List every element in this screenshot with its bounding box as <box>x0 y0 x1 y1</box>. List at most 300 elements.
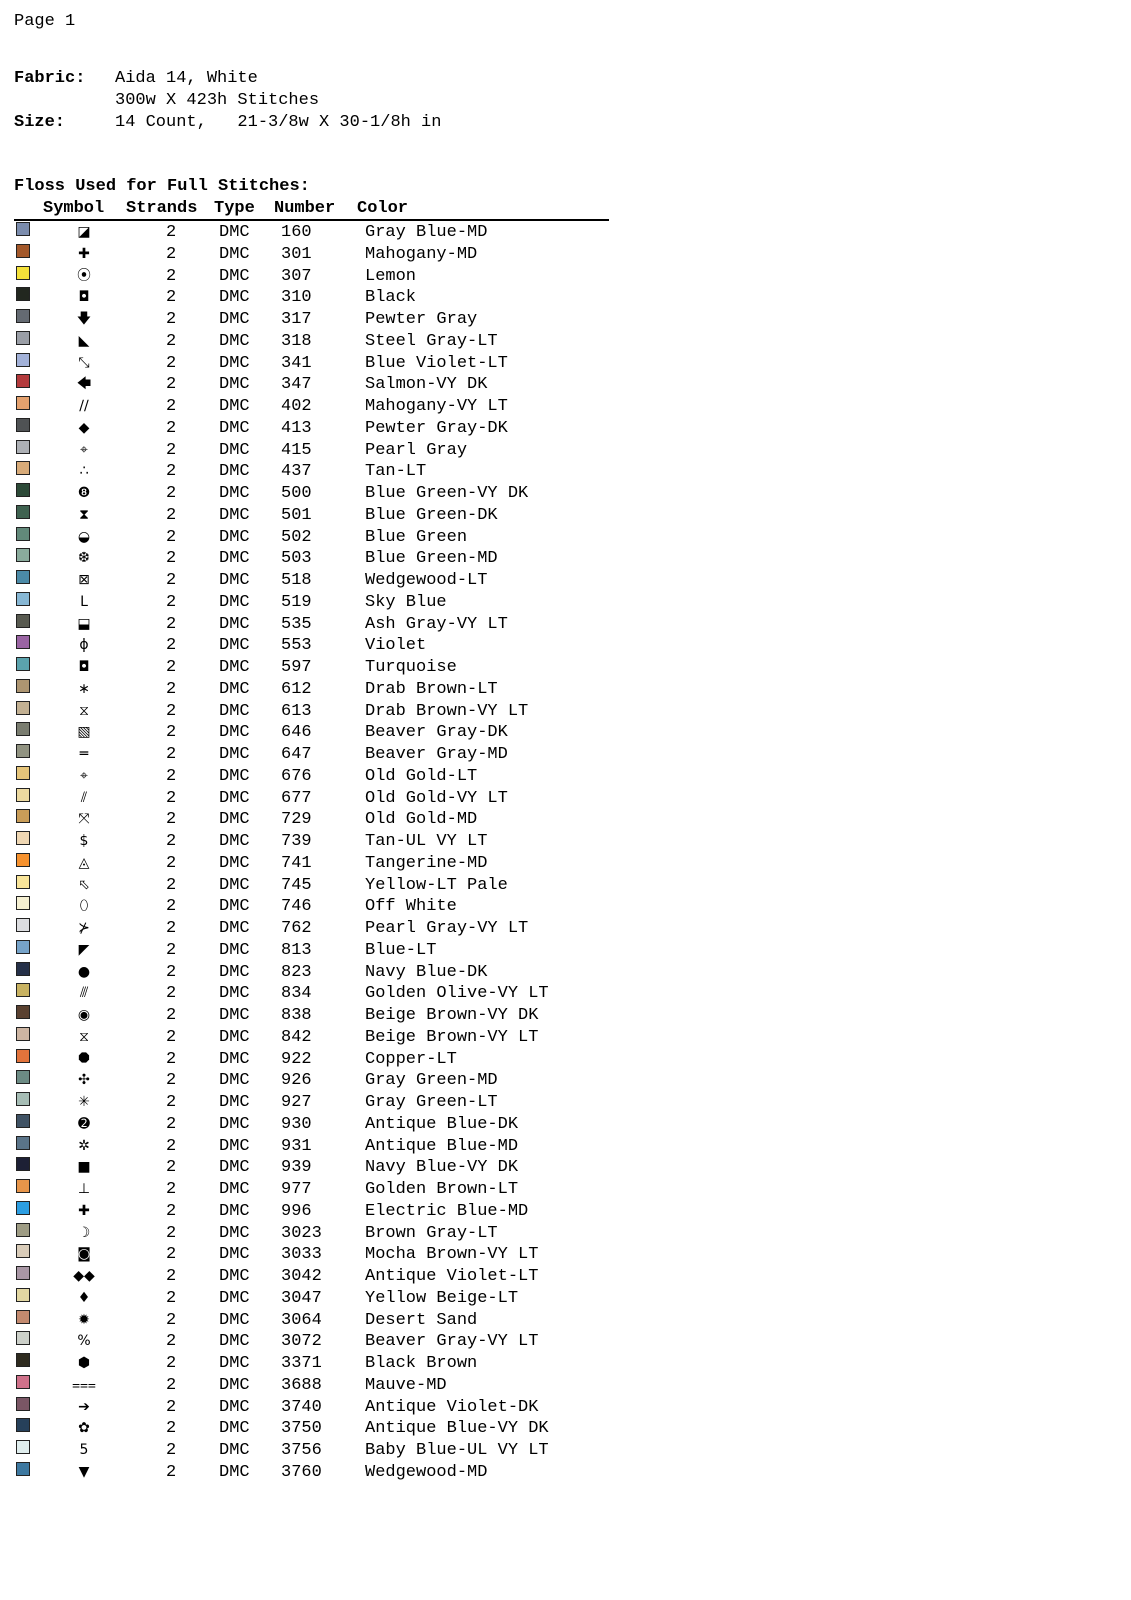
strands-cell: 2 <box>166 223 177 242</box>
strands-cell: 2 <box>166 723 177 743</box>
strands-cell: 2 <box>166 766 177 786</box>
color-name-cell: Electric Blue-MD <box>365 1201 529 1221</box>
symbol-cell: 🡇 <box>76 311 92 327</box>
color-swatch <box>16 1440 30 1454</box>
color-swatch <box>16 353 30 367</box>
number-cell: 3072 <box>281 1332 322 1352</box>
type-cell: DMC <box>219 353 250 373</box>
symbol-cell: $ <box>79 833 89 849</box>
color-name-cell: Antique Blue-VY DK <box>365 1419 549 1439</box>
type-cell: DMC <box>219 244 250 264</box>
color-swatch <box>16 1397 30 1411</box>
symbol-cell: ▧ <box>77 724 91 741</box>
type-cell: DMC <box>219 440 250 460</box>
symbol-cell: ◘ <box>78 289 90 306</box>
number-cell: 647 <box>281 745 312 764</box>
color-swatch <box>16 679 30 693</box>
strands-cell: 2 <box>166 1093 177 1112</box>
type-cell: DMC <box>219 614 250 634</box>
color-name-cell: Black <box>365 288 417 308</box>
symbol-cell: ⬢ <box>77 1355 91 1371</box>
strands-cell: 2 <box>166 571 177 590</box>
type-cell: DMC <box>219 484 250 503</box>
symbol-cell: ✚ <box>78 1202 90 1219</box>
color-swatch <box>16 766 30 780</box>
number-cell: 307 <box>281 266 312 286</box>
symbol-cell: 5 <box>79 1442 89 1458</box>
symbol-cell: ➔ <box>78 1398 90 1415</box>
color-name-cell: Gray Green-MD <box>365 1071 498 1091</box>
number-cell: 3688 <box>281 1375 322 1395</box>
page-label: Page 1 <box>14 12 76 31</box>
strands-cell: 2 <box>166 788 177 808</box>
table-row <box>14 331 609 353</box>
strands-cell: 2 <box>166 1027 177 1047</box>
strands-cell: 2 <box>166 875 177 895</box>
strands-cell: 2 <box>166 592 177 612</box>
color-name-cell: Old Gold-VY LT <box>365 788 508 808</box>
table-row <box>14 1310 609 1332</box>
number-cell: 519 <box>281 592 312 612</box>
number-cell: 739 <box>281 832 312 851</box>
type-cell: DMC <box>219 310 250 329</box>
color-swatch <box>16 875 30 889</box>
strands-cell: 2 <box>166 266 177 286</box>
type-cell: DMC <box>219 984 250 1004</box>
strands-cell: 2 <box>166 1180 177 1199</box>
table-row <box>14 896 609 918</box>
type-cell: DMC <box>219 1223 250 1243</box>
symbol-cell: ⫻ <box>79 985 89 1002</box>
color-swatch <box>16 1353 30 1367</box>
section-title: Floss Used for Full Stitches: <box>14 177 310 196</box>
table-row <box>14 570 609 592</box>
number-cell: 501 <box>281 505 312 525</box>
type-cell: DMC <box>219 723 250 743</box>
color-name-cell: Golden Olive-VY LT <box>365 984 549 1004</box>
table-row <box>14 483 609 505</box>
type-cell: DMC <box>219 962 250 982</box>
color-swatch <box>16 592 30 606</box>
color-swatch <box>16 374 30 388</box>
number-cell: 930 <box>281 1114 312 1134</box>
number-cell: 842 <box>281 1027 312 1047</box>
symbol-cell: ❽ <box>77 485 91 501</box>
symbol-cell: ⊠ <box>78 572 90 588</box>
symbol-cell: ❆ <box>78 550 90 567</box>
color-name-cell: Beige Brown-VY DK <box>365 1006 539 1025</box>
type-cell: DMC <box>219 1375 250 1395</box>
symbol-cell: ◒ <box>77 528 91 545</box>
strands-cell: 2 <box>166 1397 177 1417</box>
type-cell: DMC <box>219 745 250 764</box>
type-cell: DMC <box>219 1419 250 1439</box>
symbol-cell: ■ <box>77 1159 91 1176</box>
color-swatch <box>16 548 30 562</box>
type-cell: DMC <box>219 1310 250 1330</box>
color-swatch <box>16 962 30 976</box>
strands-cell: 2 <box>166 288 177 308</box>
color-name-cell: Salmon-VY DK <box>365 375 488 395</box>
type-cell: DMC <box>219 636 250 656</box>
table-row <box>14 853 609 875</box>
number-cell: 3750 <box>281 1419 322 1439</box>
table-row <box>14 809 609 831</box>
table-row <box>14 1375 609 1397</box>
number-cell: 3064 <box>281 1310 322 1330</box>
color-name-cell: Navy Blue-DK <box>365 962 488 982</box>
strands-cell: 2 <box>166 1201 177 1221</box>
number-cell: 518 <box>281 571 312 590</box>
strands-cell: 2 <box>166 1288 177 1308</box>
type-cell: DMC <box>219 919 250 938</box>
color-swatch <box>16 1266 30 1280</box>
strands-cell: 2 <box>166 462 177 482</box>
strands-cell: 2 <box>166 1245 177 1265</box>
color-swatch <box>16 744 30 758</box>
header-number: Number <box>274 199 336 218</box>
table-row <box>14 1157 609 1179</box>
number-cell: 437 <box>281 462 312 482</box>
strands-cell: 2 <box>166 375 177 395</box>
table-row <box>14 983 609 1005</box>
table-row <box>14 1201 609 1223</box>
symbol-cell: ⊁ <box>78 920 90 936</box>
number-cell: 535 <box>281 614 312 634</box>
number-cell: 347 <box>281 375 312 395</box>
symbol-cell: ♦ <box>77 1289 91 1306</box>
color-swatch <box>16 831 30 845</box>
symbol-cell: ◆◆ <box>73 1268 95 1284</box>
type-cell: DMC <box>219 658 250 677</box>
table-row <box>14 722 609 744</box>
type-cell: DMC <box>219 788 250 808</box>
strands-cell: 2 <box>166 962 177 982</box>
fabric-value: Aida 14, White <box>115 69 258 88</box>
color-name-cell: Beaver Gray-DK <box>365 723 508 743</box>
symbol-cell: ◬ <box>78 854 90 871</box>
strands-cell: 2 <box>166 897 177 917</box>
table-row <box>14 266 609 288</box>
type-cell: DMC <box>219 940 250 960</box>
stitch-count-row <box>14 90 441 112</box>
number-cell: 3756 <box>281 1441 322 1460</box>
color-swatch <box>16 440 30 454</box>
table-row <box>14 440 609 462</box>
table-row <box>14 1462 609 1484</box>
size-label: Size: <box>14 113 66 132</box>
table-row <box>14 657 609 679</box>
symbol-cell: ▼ <box>78 1463 90 1480</box>
color-name-cell: Off White <box>365 897 457 917</box>
color-swatch <box>16 1223 30 1237</box>
number-cell: 3371 <box>281 1354 322 1373</box>
table-row <box>14 962 609 984</box>
symbol-cell: ⯃ <box>78 1050 90 1067</box>
table-row <box>14 396 609 418</box>
color-name-cell: Baby Blue-UL VY LT <box>365 1441 549 1460</box>
color-name-cell: Old Gold-LT <box>365 766 478 786</box>
number-cell: 939 <box>281 1158 312 1178</box>
color-swatch <box>16 1092 30 1106</box>
type-cell: DMC <box>219 527 250 547</box>
color-name-cell: Wedgewood-LT <box>365 571 488 590</box>
color-name-cell: Blue Green-DK <box>365 505 498 525</box>
number-cell: 3033 <box>281 1245 322 1265</box>
table-row <box>14 1331 609 1353</box>
number-cell: 613 <box>281 701 312 721</box>
color-swatch <box>16 896 30 910</box>
symbol-cell: ✚ <box>78 245 90 262</box>
color-name-cell: Lemon <box>365 266 417 286</box>
color-swatch <box>16 461 30 475</box>
number-cell: 503 <box>281 549 312 569</box>
type-cell: DMC <box>219 331 250 351</box>
header-symbol: Symbol <box>43 199 105 218</box>
table-row <box>14 1288 609 1310</box>
type-cell: DMC <box>219 853 250 873</box>
color-name-cell: Mahogany-MD <box>365 244 478 264</box>
table-row <box>14 353 609 375</box>
table-row <box>14 1070 609 1092</box>
type-cell: DMC <box>219 1158 250 1178</box>
table-row <box>14 222 609 244</box>
table-row <box>14 701 609 723</box>
fabric-row <box>14 68 441 90</box>
strands-cell: 2 <box>166 440 177 460</box>
table-row <box>14 1266 609 1288</box>
number-cell: 3047 <box>281 1288 322 1308</box>
symbol-cell: ∗ <box>78 680 90 697</box>
strands-cell: 2 <box>166 1136 177 1156</box>
table-row <box>14 1244 609 1266</box>
symbol-cell: ⤡ <box>78 354 90 371</box>
symbol-cell: ✿ <box>78 1420 90 1437</box>
color-name-cell: Tan-LT <box>365 462 427 482</box>
number-cell: 996 <box>281 1201 312 1221</box>
type-cell: DMC <box>219 1027 250 1047</box>
table-row <box>14 635 609 657</box>
color-swatch <box>16 244 30 258</box>
strands-cell: 2 <box>166 853 177 873</box>
table-row <box>14 461 609 483</box>
color-swatch <box>16 940 30 954</box>
color-swatch <box>16 614 30 628</box>
color-swatch <box>16 853 30 867</box>
number-cell: 301 <box>281 244 312 264</box>
type-cell: DMC <box>219 223 250 242</box>
strands-cell: 2 <box>166 1267 177 1286</box>
type-cell: DMC <box>219 1006 250 1025</box>
strands-cell: 2 <box>166 658 177 677</box>
number-cell: 553 <box>281 636 312 656</box>
table-row <box>14 1092 609 1114</box>
symbol-cell: ═ <box>79 746 89 762</box>
type-cell: DMC <box>219 701 250 721</box>
type-cell: DMC <box>219 462 250 482</box>
color-name-cell: Blue Violet-LT <box>365 353 508 373</box>
color-swatch <box>16 418 30 432</box>
size-row <box>14 112 441 134</box>
strands-cell: 2 <box>166 1049 177 1069</box>
type-cell: DMC <box>219 375 250 395</box>
symbol-cell: ● <box>77 963 91 980</box>
color-name-cell: Antique Blue-MD <box>365 1136 519 1156</box>
type-cell: DMC <box>219 592 250 612</box>
color-name-cell: Old Gold-MD <box>365 810 478 830</box>
symbol-cell: ☽ <box>77 1224 91 1241</box>
color-name-cell: Brown Gray-LT <box>365 1223 498 1243</box>
color-name-cell: Beige Brown-VY LT <box>365 1027 539 1047</box>
table-row <box>14 287 609 309</box>
table-row <box>14 875 609 897</box>
symbol-cell: ➋ <box>78 1115 90 1132</box>
color-swatch <box>16 788 30 802</box>
table-row <box>14 374 609 396</box>
symbol-cell: ⌖ <box>80 767 88 784</box>
number-cell: 676 <box>281 766 312 786</box>
color-swatch <box>16 527 30 541</box>
number-cell: 3023 <box>281 1223 322 1243</box>
color-swatch <box>16 1462 30 1476</box>
table-row <box>14 1027 609 1049</box>
color-swatch <box>16 1179 30 1193</box>
color-name-cell: Antique Blue-DK <box>365 1114 519 1134</box>
symbol-cell: ⧖ <box>79 702 89 719</box>
color-name-cell: Yellow-LT Pale <box>365 875 508 895</box>
type-cell: DMC <box>219 418 250 438</box>
strands-cell: 2 <box>166 614 177 634</box>
color-swatch <box>16 1027 30 1041</box>
color-name-cell: Steel Gray-LT <box>365 331 498 351</box>
color-name-cell: Blue Green-VY DK <box>365 484 529 503</box>
table-row <box>14 614 609 636</box>
fabric-info <box>14 68 441 134</box>
color-swatch <box>16 701 30 715</box>
color-name-cell: Navy Blue-VY DK <box>365 1158 519 1178</box>
symbol-cell: ✣ <box>78 1072 90 1089</box>
number-cell: 746 <box>281 897 312 917</box>
table-row <box>14 1114 609 1136</box>
strands-cell: 2 <box>166 310 177 329</box>
number-cell: 3740 <box>281 1397 322 1417</box>
color-name-cell: Drab Brown-LT <box>365 679 498 699</box>
number-cell: 762 <box>281 919 312 938</box>
color-name-cell: Beaver Gray-MD <box>365 745 508 764</box>
number-cell: 3042 <box>281 1267 322 1286</box>
number-cell: 927 <box>281 1093 312 1112</box>
color-name-cell: Sky Blue <box>365 592 447 612</box>
color-swatch <box>16 570 30 584</box>
table-row <box>14 1179 609 1201</box>
strands-cell: 2 <box>166 810 177 830</box>
table-row <box>14 831 609 853</box>
color-swatch <box>16 483 30 497</box>
type-cell: DMC <box>219 571 250 590</box>
color-swatch <box>16 266 30 280</box>
color-name-cell: Copper-LT <box>365 1049 457 1069</box>
symbol-cell: ⩶ <box>72 1376 96 1393</box>
color-swatch <box>16 657 30 671</box>
strands-cell: 2 <box>166 505 177 525</box>
color-name-cell: Desert Sand <box>365 1310 478 1330</box>
color-name-cell: Mahogany-VY LT <box>365 397 508 416</box>
strands-cell: 2 <box>166 1462 177 1482</box>
table-row <box>14 940 609 962</box>
type-cell: DMC <box>219 1071 250 1091</box>
symbol-cell: ✹ <box>78 1311 90 1328</box>
type-cell: DMC <box>219 810 250 830</box>
symbol-cell: ⌖ <box>80 441 88 458</box>
type-cell: DMC <box>219 1462 250 1482</box>
number-cell: 823 <box>281 962 312 982</box>
symbol-cell: ⬯ <box>79 898 89 915</box>
number-cell: 745 <box>281 875 312 895</box>
table-row <box>14 527 609 549</box>
table-row <box>14 766 609 788</box>
strands-cell: 2 <box>166 244 177 264</box>
color-swatch <box>16 331 30 345</box>
color-name-cell: Pewter Gray-DK <box>365 418 508 438</box>
color-name-cell: Tangerine-MD <box>365 853 488 873</box>
strands-cell: 2 <box>166 940 177 960</box>
color-name-cell: Ash Gray-VY LT <box>365 614 508 634</box>
strands-cell: 2 <box>166 1441 177 1460</box>
table-row <box>14 1136 609 1158</box>
strands-cell: 2 <box>166 527 177 547</box>
color-swatch <box>16 309 30 323</box>
symbol-cell: ⊥ <box>77 1181 91 1197</box>
symbol-cell: ⤧ <box>78 811 90 828</box>
number-cell: 834 <box>281 984 312 1004</box>
symbol-cell: ◙ <box>77 1246 91 1263</box>
strands-cell: 2 <box>166 701 177 721</box>
symbol-cell: ∴ <box>79 463 89 480</box>
symbol-cell: ◆ <box>78 419 90 436</box>
number-cell: 931 <box>281 1136 312 1156</box>
strands-cell: 2 <box>166 353 177 373</box>
color-swatch <box>16 505 30 519</box>
color-name-cell: Black Brown <box>365 1354 478 1373</box>
type-cell: DMC <box>219 1180 250 1199</box>
color-swatch <box>16 1310 30 1324</box>
strands-cell: 2 <box>166 1332 177 1352</box>
color-swatch <box>16 396 30 410</box>
number-cell: 317 <box>281 310 312 329</box>
type-cell: DMC <box>219 875 250 895</box>
symbol-cell: ⫽ <box>80 789 88 806</box>
color-name-cell: Gray Blue-MD <box>365 223 488 242</box>
number-cell: 597 <box>281 658 312 677</box>
strands-cell: 2 <box>166 1354 177 1373</box>
color-name-cell: Beaver Gray-VY LT <box>365 1332 539 1352</box>
color-swatch <box>16 1157 30 1171</box>
type-cell: DMC <box>219 1093 250 1112</box>
color-swatch <box>16 1331 30 1345</box>
strands-cell: 2 <box>166 1006 177 1025</box>
color-name-cell: Gray Green-LT <box>365 1093 498 1112</box>
color-name-cell: Drab Brown-VY LT <box>365 701 529 721</box>
color-swatch <box>16 1005 30 1019</box>
color-name-cell: Blue-LT <box>365 940 437 960</box>
strands-cell: 2 <box>166 745 177 764</box>
type-cell: DMC <box>219 288 250 308</box>
table-row <box>14 505 609 527</box>
symbol-cell: ⦿ <box>77 267 91 284</box>
fabric-label: Fabric: <box>14 69 86 88</box>
table-row <box>14 1397 609 1419</box>
color-swatch <box>16 222 30 236</box>
